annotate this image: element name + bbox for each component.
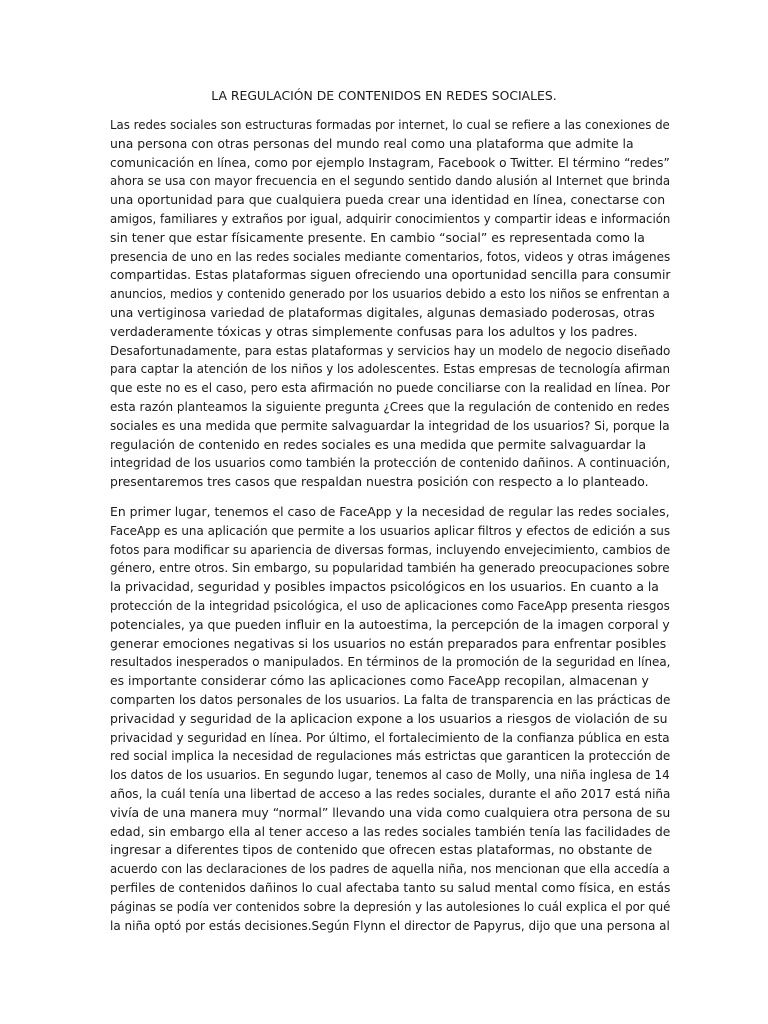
text-line: comparten los datos personales de los usuarios. La falta de transparencia en las prácticas de [110, 691, 671, 707]
text-line: resultados inesperados o manipulados. En términos de la promoción de la seguridad en línea, [110, 654, 671, 670]
text-line: protección de la integridad psicológica, el uso de aplicaciones como FaceApp presenta riesgos [110, 597, 670, 613]
text-line: ingresar a diferentes tipos de contenido que ofrecen estas plataformas, no obstante de [110, 842, 653, 858]
text-line: acuerdo con las declaraciones de los padres de aquella niña, nos mencionan que ella accedía a [110, 861, 670, 877]
text-line: comunicación en línea, como por ejemplo Instagram, Facebook o Twitter. El término “redes” [110, 154, 670, 170]
text-line: privacidad y seguridad en línea. Por último, el fortalecimiento de la confianza pública en esta [110, 729, 670, 745]
text-line: verdaderamente tóxicas y otras simplemente confusas para los adultos y los padres. [110, 323, 638, 339]
text-line: género, entre otros. Sin embargo, su popularidad también ha generado preocupaciones sobre [110, 560, 670, 576]
text-line: regulación de contenido en redes sociales es una medida que permite salvaguardar la [110, 436, 647, 452]
text-line: es importante considerar cómo las aplicaciones como FaceApp recopilan, almacenan y [110, 673, 649, 689]
text-line: sociales es una medida que permite salvaguardar la integridad de los usuarios? Si, porque la [110, 417, 670, 433]
text-line: generar emociones negativas si los usuarios no están preparados para enfrentar posibles [110, 635, 667, 651]
text-line: la niña optó por estás decisiones.Según Flynn el director de Papyrus, dijo que una persona al [110, 917, 670, 933]
text-line: perfiles de contenidos dañinos lo cual afectaba tanto su salud mental como física, en estás [110, 879, 671, 895]
paragraph-cases [110, 503, 670, 935]
text-line: que este no es el caso, pero esta afirmación no puede conciliarse con la realidad en línea. Por [110, 380, 670, 396]
text-line: una vertiginosa variedad de plataformas digitales, algunas demasiado poderosas, otras [110, 304, 655, 320]
text-line: Desafortunadamente, para estas plataformas y servicios hay un modelo de negocio diseñado [110, 342, 671, 358]
text-line: ahora se usa con mayor frecuencia en el segundo sentido dando alusión al Internet que brinda [110, 173, 671, 189]
text-line: En primer lugar, tenemos el caso de FaceApp y la necesidad de regular las redes sociales, [110, 504, 670, 519]
text-line: edad, sin embargo ella al tener acceso a las redes sociales también tenía las facilidades de [110, 823, 671, 839]
text-line: compartidas. Estas plataformas siguen ofreciendo una oportunidad sencilla para consumir [110, 267, 671, 283]
text-line: anuncios, medios y contenido generado por los usuarios debido a esto los niños se enfrentan a [110, 286, 670, 302]
text-line: vivía de una manera muy “normal” llevando una vida como cualquiera otra persona de su [110, 804, 671, 820]
text-line: los datos de los usuarios. En segundo lugar, tenemos al caso de Molly, una niña inglesa de 14 [110, 767, 670, 783]
text-line: la privacidad, seguridad y posibles impactos psicológicos en los usuarios. En cuanto a la [110, 579, 659, 595]
text-line: esta razón planteamos la siguiente pregunta ¿Crees que la regulación de contenido en redes [110, 398, 670, 414]
text-line: presentaremos tres casos que respaldan nuestra posición con respecto a lo planteado. [110, 474, 649, 490]
text-line: amigos, familiares y extraños por igual, adquirir conocimientos y compartir ideas e información [110, 210, 671, 226]
text-line: potenciales, ya que pueden influir en la autoestima, la percepción de la imagen corporal y [110, 616, 670, 632]
text-line: años, la cuál tenía una libertad de acceso a las redes sociales, durante el año 2017 está niña [110, 785, 671, 801]
text-line: integridad de los usuarios como también la protección de contenido dañinos. A continuación, [110, 455, 671, 471]
text-line: privacidad y seguridad de la aplicacion expone a los usuarios a riesgos de violación de su [110, 710, 668, 726]
text-line: sin tener que estar físicamente presente. En cambio “social” es representada como la [110, 229, 645, 245]
document-title: LA REGULACIÓN DE CONTENIDOS EN REDES SOCIALES. [211, 88, 557, 103]
text-line: Las redes sociales son estructuras formadas por internet, lo cual se refiere a las conexiones de [110, 117, 670, 132]
text-line: páginas se podía ver contenidos sobre la depresión y las autolesiones lo cuál explica el por qué [110, 898, 671, 914]
paragraph-introduction [110, 116, 670, 492]
text-line: presencia de uno en las redes sociales mediante comentarios, fotos, videos y otras imágenes [110, 248, 671, 264]
text-line: una persona con otras personas del mundo real como una plataforma que admite la [110, 135, 634, 151]
text-line: una oportunidad para que cualquiera pueda crear una identidad en línea, conectarse con [110, 192, 666, 208]
text-line: fotos para modificar su apariencia de diversas formas, incluyendo envejecimiento, cambios de [110, 541, 671, 557]
text-line: FaceApp es una aplicación que permite a los usuarios aplicar filtros y efectos de edición a sus [110, 522, 671, 538]
text-line: para captar la atención de los niños y los adolescentes. Estas empresas de tecnología afirman [110, 361, 671, 377]
text-line: red social implica la necesidad de regulaciones más estrictas que garanticen la protección de [110, 748, 671, 764]
